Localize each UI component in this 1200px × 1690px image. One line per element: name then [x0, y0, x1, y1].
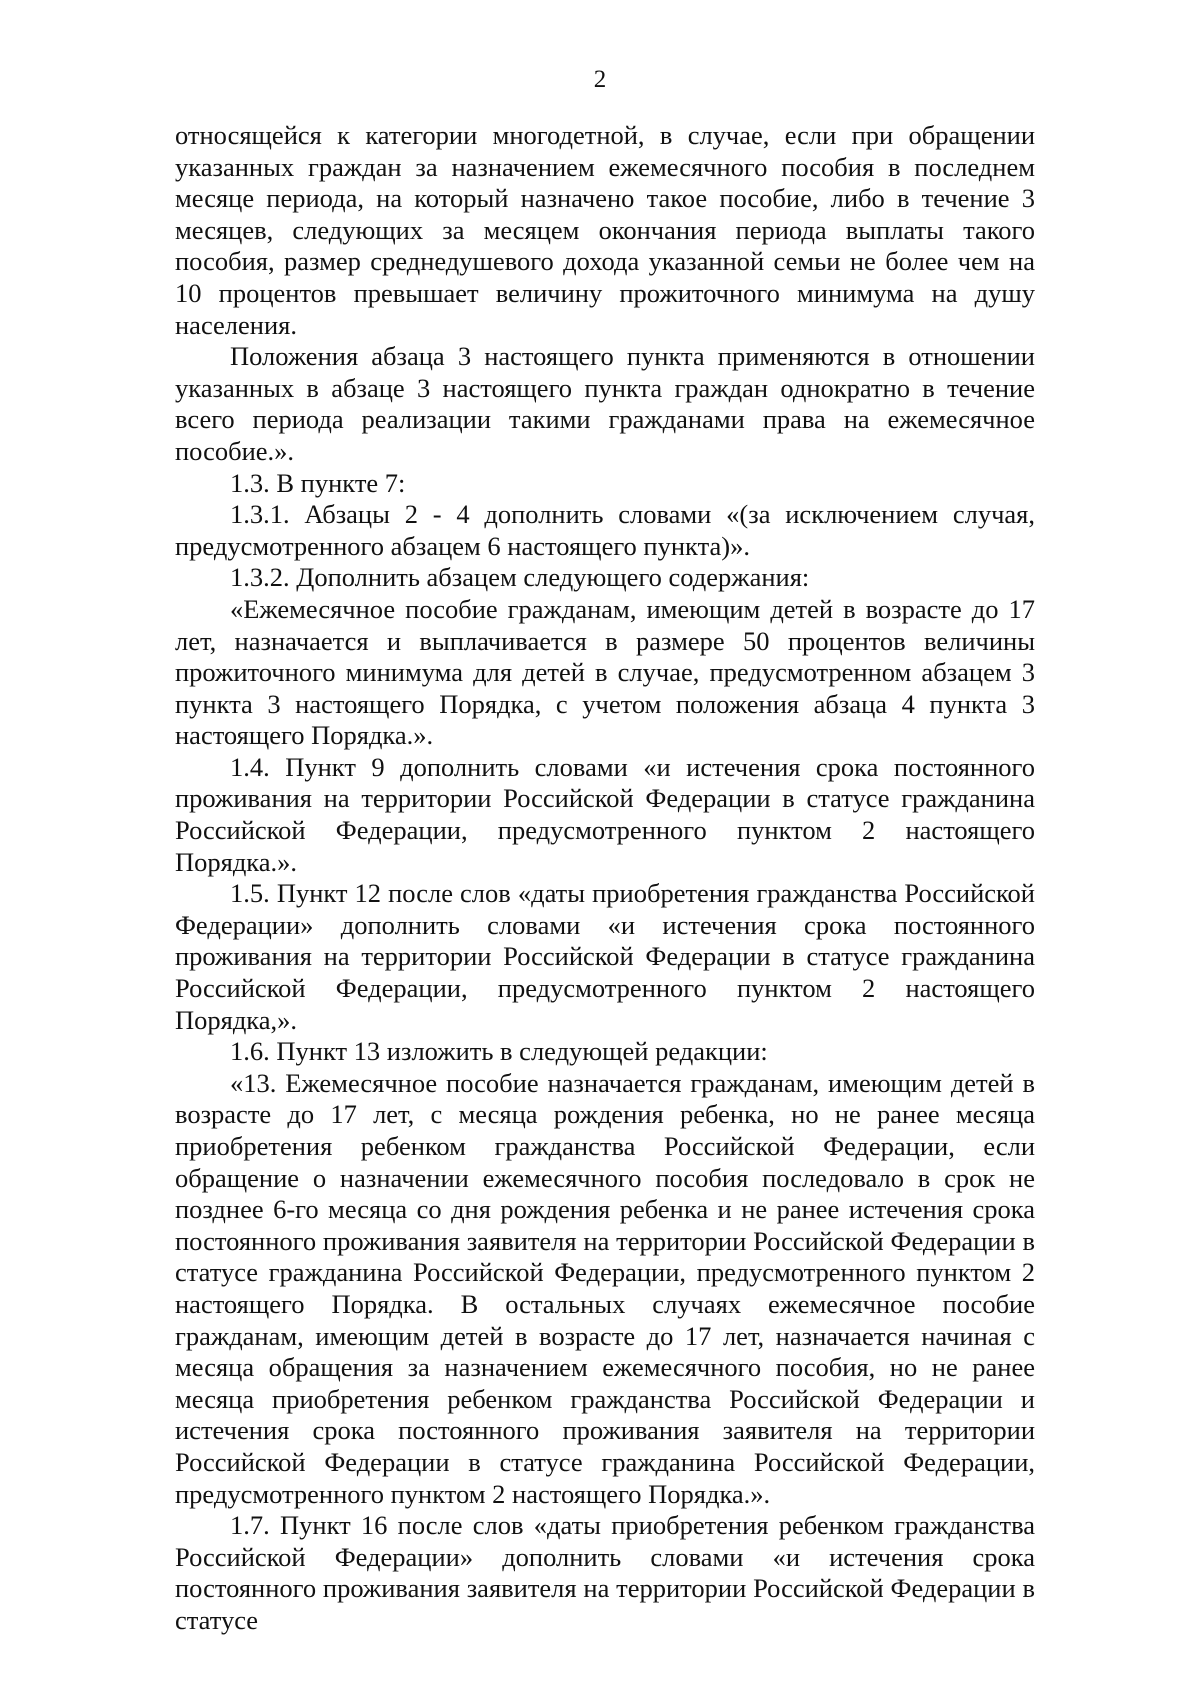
page-number: 2: [593, 66, 607, 93]
paragraph: 1.3.1. Абзацы 2 - 4 дополнить словами «(за исключением случая, предусмотренного абзацем 6 настоящего пункта)».: [175, 499, 1035, 561]
paragraph: 1.5. Пункт 12 после слов «даты приобретения гражданства Российской Федерации» дополнить словами «и истечения срока постоянного проживания на территории Российской Федерации в статусе гражданина Российской Федерации, предусмотренного пунктом 2 настоящего Порядка,».: [175, 878, 1035, 1035]
paragraph: относящейся к категории многодетной, в случае, если при обращении указанных граждан за назначением ежемесячного пособия в последнем месяце периода, на который назначено такое пособие, либо в течение 3 месяцев, следующих за месяцем окончания периода выплаты такого пособия, размер среднедушевого дохода указанной семьи не более чем на 10 процентов превышает величину прожиточного минимума на душу населения.: [175, 120, 1035, 340]
paragraph: 1.6. Пункт 13 изложить в следующей редакции:: [230, 1036, 768, 1067]
paragraph: 1.7. Пункт 16 после слов «даты приобретения ребенком гражданства Российской Федерации» дополнить словами «и истечения срока постоянного проживания заявителя на территории Российской Федерации в статусе: [175, 1510, 1035, 1635]
document-body: [175, 120, 1035, 1637]
paragraph: «13. Ежемесячное пособие назначается гражданам, имеющим детей в возрасте до 17 лет, с месяца рождения ребенка, но не ранее месяца приобретения ребенком гражданства Российской Федерации, если обращение о назначении ежемесячного пособия последовало в срок не позднее 6-го месяца со дня рождения ребенка и не ранее истечения срока постоянного проживания заявителя на территории Российской Федерации в статусе гражданина Российской Федерации, предусмотренного пунктом 2 настоящего Порядка. В остальных случаях ежемесячное пособие гражданам, имеющим детей в возрасте до 17 лет, назначается начиная с месяца обращения за назначением ежемесячного пособия, но не ранее месяца приобретения ребенком гражданства Российской Федерации и истечения срока постоянного проживания заявителя на территории Российской Федерации в статусе гражданина Российской Федерации, предусмотренного пунктом 2 настоящего Порядка.».: [175, 1067, 1035, 1509]
paragraph: 1.3. В пункте 7:: [230, 467, 406, 498]
paragraph: 1.4. Пункт 9 дополнить словами «и истечения срока постоянного проживания на территории Российской Федерации в статусе гражданина Российской Федерации, предусмотренного пунктом 2 настоящего Порядка.».: [175, 751, 1035, 877]
paragraph: 1.3.2. Дополнить абзацем следующего содержания:: [230, 562, 810, 593]
paragraph: Положения абзаца 3 настоящего пункта применяются в отношении указанных в абзаце 3 настоящего пункта граждан однократно в течение всего периода реализации такими гражданами права на ежемесячное пособие.».: [175, 341, 1035, 466]
paragraph: «Ежемесячное пособие гражданам, имеющим детей в возрасте до 17 лет, назначается и выплачивается в размере 50 процентов величины прожиточного минимума для детей в случае, предусмотренном абзацем 3 пункта 3 настоящего Порядка, с учетом положения абзаца 4 пункта 3 настоящего Порядка.».: [175, 593, 1035, 751]
